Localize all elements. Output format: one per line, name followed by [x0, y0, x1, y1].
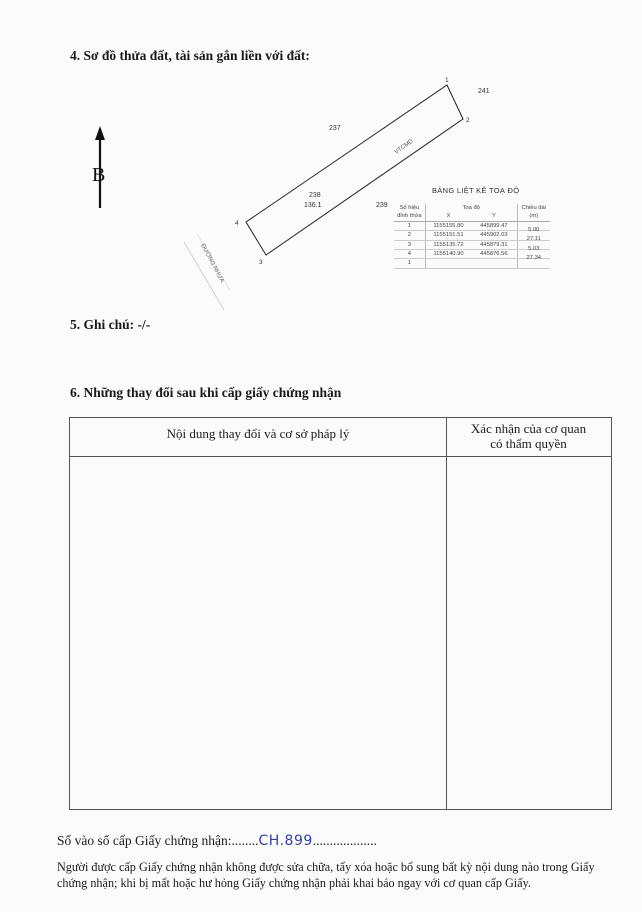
cell-point: 3 [394, 240, 425, 249]
section-4-title: 4. Sơ đồ thửa đất, tài sản gắn liền với đất: [70, 48, 310, 63]
neighbor-parcel-label: 241 [478, 88, 490, 95]
header-cell: đỉnh thửa [394, 212, 425, 221]
registry-dots: ................... [312, 833, 377, 848]
confirmation-column-header [446, 421, 611, 451]
registry-dots: ........ [231, 833, 259, 848]
cell-y [471, 259, 517, 268]
cell-x: 1155151.51 [425, 231, 471, 240]
column-divider [446, 418, 447, 809]
vertex-label: 1 [445, 77, 449, 84]
cell-length: 5.00 [528, 226, 540, 233]
neighbor-parcel-label: 239 [376, 202, 388, 209]
cell-point: 1 [394, 259, 425, 268]
north-label: B [92, 164, 106, 186]
cell-point: 2 [394, 231, 425, 240]
vertex-label: 3 [259, 259, 263, 266]
header-cell: Số hiệu [394, 204, 425, 212]
section-6-title: 6. Những thay đổi sau khi cấp giấy chứng nhận [70, 385, 342, 400]
cell-y: 445902.03 [471, 231, 517, 240]
cell-length: 27.11 [526, 236, 541, 243]
coordinate-table-title: BẢNG LIỆT KÊ TOẠ ĐỘ [432, 186, 520, 195]
certificate-note: Người được cấp Giấy chứng nhận không được sửa chữa, tẩy xóa hoặc bổ sung bất kỳ nội dung nào trong Giấy chứng nhận; khi bị mất hoặc hư hỏng Giấy chứng nhận phải khai báo ngay với cơ quan cấp Giấy. [57, 860, 595, 890]
confirmation-header-line: Xác nhận của cơ quan [470, 421, 587, 436]
neighbor-parcel-label: 237 [329, 125, 341, 132]
changes-column-header: Nội dung thay đổi và cơ sở pháp lý [166, 426, 350, 441]
table-header-row [394, 204, 550, 212]
section-5-title: 5. Ghi chú: -/- [70, 317, 151, 332]
header-cell: Chiều dài [521, 205, 547, 211]
parcel-map [0, 0, 642, 320]
cell-point: 1 [394, 221, 425, 230]
header-cell: X [425, 212, 471, 221]
registry-number: CH.899 [258, 833, 313, 849]
parcel-number: 238 [309, 192, 321, 199]
table-row [394, 250, 550, 259]
cell-x: 1155155.80 [425, 221, 471, 230]
table-header-row [394, 212, 550, 221]
header-cell: Toạ độ [425, 204, 517, 212]
cell-point: 4 [394, 250, 425, 259]
road-label: ĐƯỜNG NHỰA [199, 243, 225, 284]
registry-label: Số vào sổ cấp Giấy chứng nhận: [57, 833, 232, 848]
table-row [394, 221, 550, 230]
changes-table [69, 417, 612, 810]
parcel-area: 136.1 [304, 202, 322, 209]
header-cell: Y [471, 212, 517, 221]
cell-y: 445879.31 [471, 240, 517, 249]
confirmation-header-line: có thẩm quyền [490, 436, 567, 451]
cell-x: 1155135.72 [425, 240, 471, 249]
cell-y: 445876.56 [471, 250, 517, 259]
cell-length: 5.03 [528, 245, 540, 252]
vertex-label: 2 [466, 117, 470, 124]
inner-parcel-label: VTCMD [393, 138, 415, 156]
header-divider [70, 456, 611, 457]
coordinate-table [394, 204, 550, 269]
cell-x: 1155140.90 [425, 250, 471, 259]
registry-line [57, 833, 377, 849]
cell-y: 445899.47 [471, 221, 517, 230]
cell-x [425, 259, 471, 268]
header-cell: (m) [517, 212, 550, 221]
table-row [394, 231, 550, 240]
cell-length: 27.34 [526, 255, 542, 262]
vertex-label: 4 [235, 220, 239, 227]
